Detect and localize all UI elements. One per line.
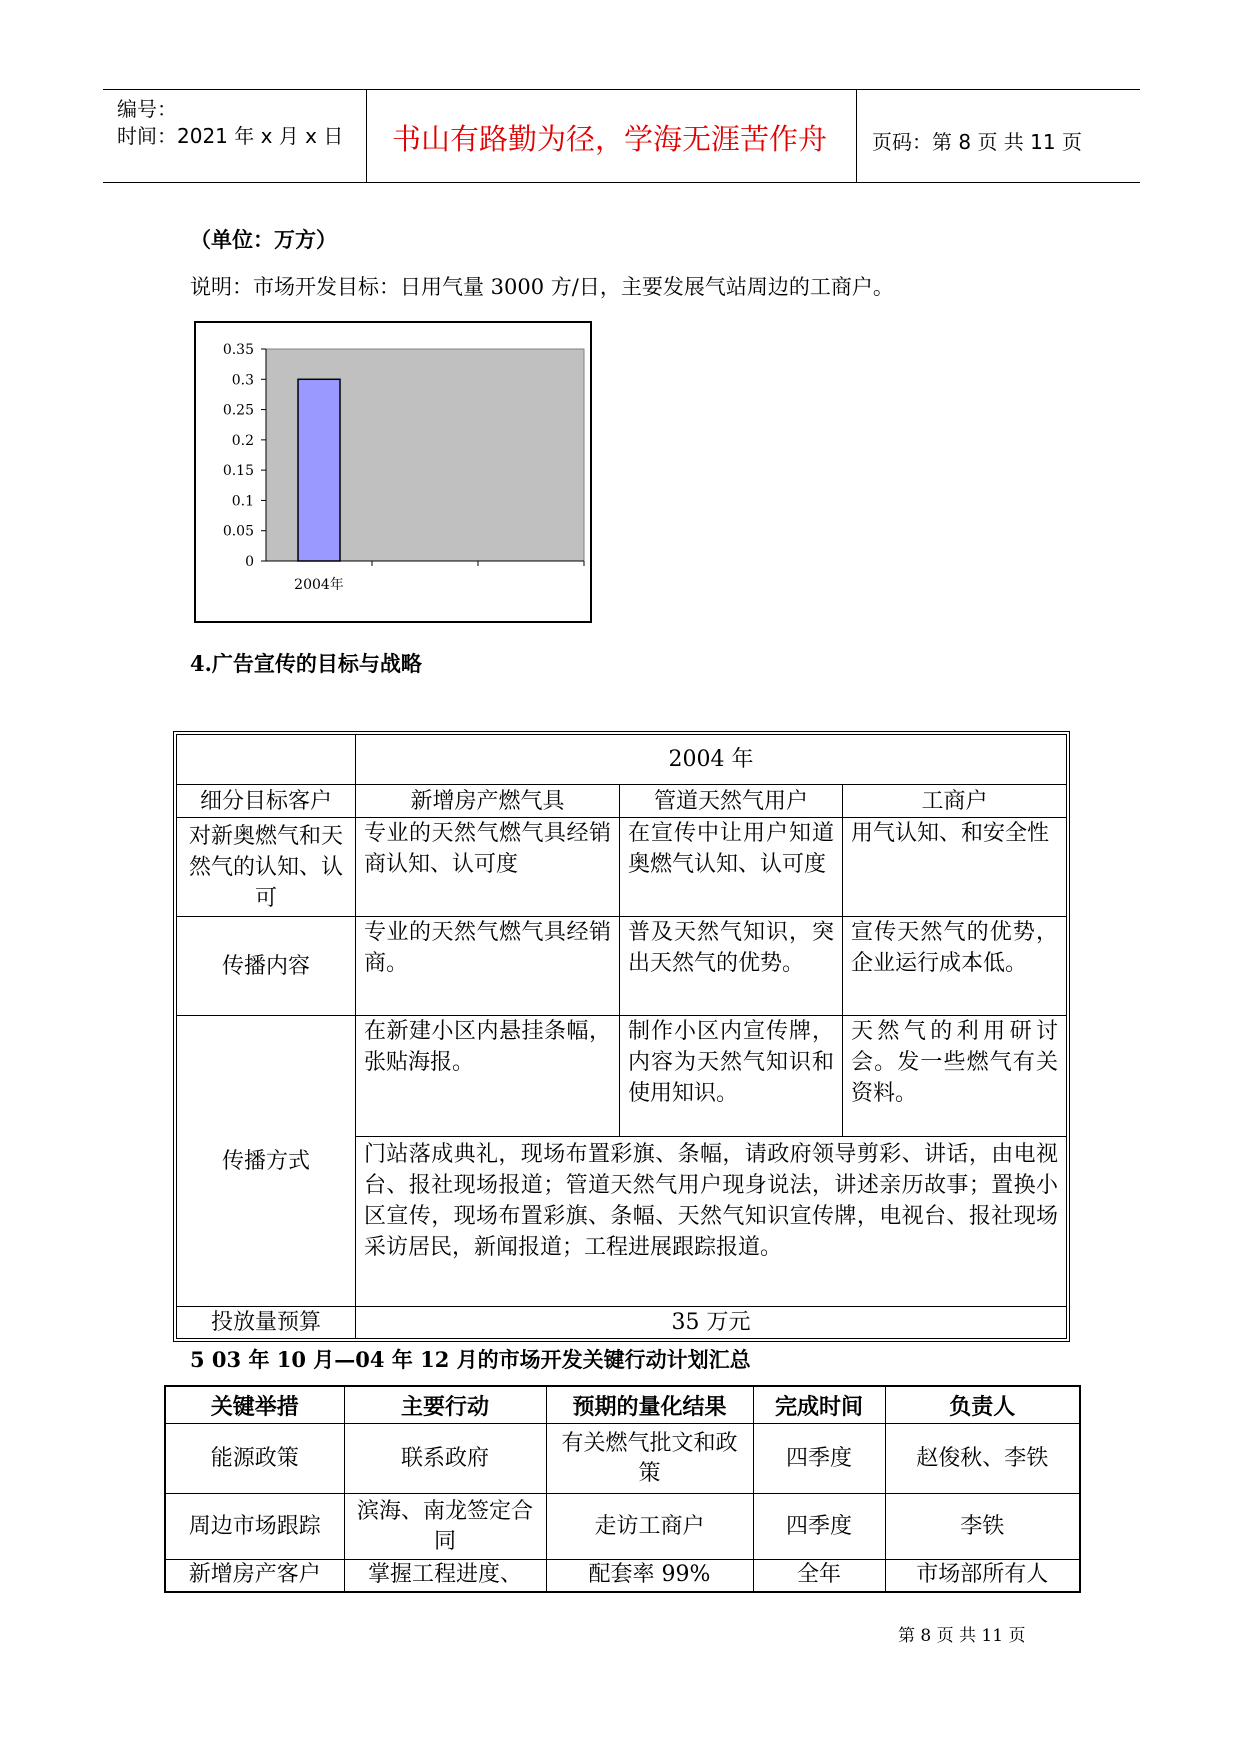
bar-chart-svg — [196, 323, 590, 621]
y-tick-label: 0.3 — [231, 372, 254, 389]
table2-cell: 有关燃气批文和政策 — [546, 1424, 753, 1494]
table1-method-merged: 门站落成典礼，现场布置彩旗、条幅，请政府领导剪彩、讲话，由电视台、报社现场报道；管道天然气用户现身说法，讲述亲历故事；置换小区宣传，现场布置彩旗、条幅、天然气知识宣传牌，电视台、报社现场采访居民，新闻报道；工程进展跟踪报道。 — [356, 1137, 1067, 1307]
table1-segment-col2: 管道天然气用户 — [620, 785, 843, 818]
y-tick-label: 0.35 — [222, 342, 254, 358]
table-row — [165, 1494, 1080, 1560]
table1-content-col2: 普及天然气知识，突出天然气的优势。 — [620, 917, 843, 1016]
y-tick-label: 0.05 — [222, 523, 254, 540]
table1-method-col3: 天然气的利用研讨会。发一些燃气有关资料。 — [843, 1016, 1067, 1137]
header-divider-right — [856, 89, 857, 182]
table1-segment-col3: 工商户 — [843, 785, 1067, 818]
table1-awareness-col3: 用气认知、和安全性 — [843, 818, 1067, 917]
action-plan-table — [164, 1385, 1081, 1593]
page-footer: 第 8 页 共 11 页 — [898, 1626, 1026, 1646]
header-divider-left — [366, 89, 367, 182]
y-tick-label: 0.2 — [231, 432, 254, 449]
table1-corner-cell — [177, 735, 356, 785]
y-tick-label: 0.25 — [222, 402, 254, 419]
table2-cell: 赵俊秋、李铁 — [885, 1424, 1080, 1494]
table2-cell: 联系政府 — [344, 1424, 546, 1494]
y-tick-label: 0.15 — [222, 463, 254, 480]
table2-header-time: 完成时间 — [753, 1386, 885, 1424]
table2-header-result: 预期的量化结果 — [546, 1386, 753, 1424]
description-line: 说明：市场开发目标：日用气量 3000 方/日，主要发展气站周边的工商户。 — [190, 275, 894, 299]
header-top-rule — [103, 89, 1140, 90]
table1-content-col3: 宣传天然气的优势，企业运行成本低。 — [843, 917, 1067, 1016]
table2-cell: 市场部所有人 — [885, 1560, 1080, 1592]
table2-cell: 四季度 — [753, 1494, 885, 1560]
y-tick-label: 0 — [245, 554, 254, 570]
header-time-label: 时间：2021 年 x 月 x 日 — [117, 124, 344, 148]
table2-cell: 滨海、南龙签定合同 — [344, 1494, 546, 1560]
table1-awareness-col2: 在宣传中让用户知道奥燃气认知、认可度 — [620, 818, 843, 917]
section4-title: 4.广告宣传的目标与战略 — [190, 651, 422, 676]
table1-segment-col1: 新增房产燃气具 — [356, 785, 620, 818]
header-bottom-rule — [103, 182, 1140, 183]
table1-content-label: 传播内容 — [177, 917, 356, 1016]
table1-method-col2: 制作小区内宣传牌，内容为天然气知识和使用知识。 — [620, 1016, 843, 1137]
table2-header-measure: 关键举措 — [165, 1386, 344, 1424]
table2-cell: 全年 — [753, 1560, 885, 1592]
table-row — [165, 1560, 1080, 1592]
table2-header-owner: 负责人 — [885, 1386, 1080, 1424]
table1-budget-label: 投放量预算 — [177, 1307, 356, 1339]
table-row — [165, 1424, 1080, 1494]
table1-awareness-label: 对新奥燃气和天然气的认知、认可 — [177, 818, 356, 917]
ad-strategy-table — [176, 734, 1067, 1339]
table2-cell: 周边市场跟踪 — [165, 1494, 344, 1560]
table2-cell: 四季度 — [753, 1424, 885, 1494]
header-page-label: 页码：第 8 页 共 11 页 — [872, 130, 1082, 154]
table1-segment-label: 细分目标客户 — [177, 785, 356, 818]
chart-bar — [298, 379, 340, 561]
section5-title: 5 03 年 10 月—04 年 12 月的市场开发关键行动计划汇总 — [190, 1347, 751, 1372]
table1-budget-value: 35 万元 — [356, 1307, 1067, 1339]
table1-awareness-col1: 专业的天然气燃气具经销商认知、认可度 — [356, 818, 620, 917]
table2-header-action: 主要行动 — [344, 1386, 546, 1424]
header-number-label: 编号： — [117, 97, 177, 121]
unit-line: （单位：万方） — [190, 227, 337, 252]
table1-method-label: 传播方式 — [177, 1016, 356, 1307]
header-motto: 书山有路勤为径，学海无涯苦作舟 — [392, 122, 828, 156]
table1-content-col1: 专业的天然气燃气具经销商。 — [356, 917, 620, 1016]
table2-cell: 新增房产客户 — [165, 1560, 344, 1592]
table1-year-header: 2004 年 — [356, 735, 1067, 785]
y-tick-label: 0.1 — [231, 493, 254, 510]
table2-cell: 掌握工程进度、 — [344, 1560, 546, 1592]
table1-method-col1: 在新建小区内悬挂条幅，张贴海报。 — [356, 1016, 620, 1137]
bar-chart — [194, 321, 592, 623]
table2-cell: 走访工商户 — [546, 1494, 753, 1560]
table2-cell: 李铁 — [885, 1494, 1080, 1560]
table2-cell: 配套率 99% — [546, 1560, 753, 1592]
table2-cell: 能源政策 — [165, 1424, 344, 1494]
x-tick-label: 2004年 — [294, 577, 344, 593]
